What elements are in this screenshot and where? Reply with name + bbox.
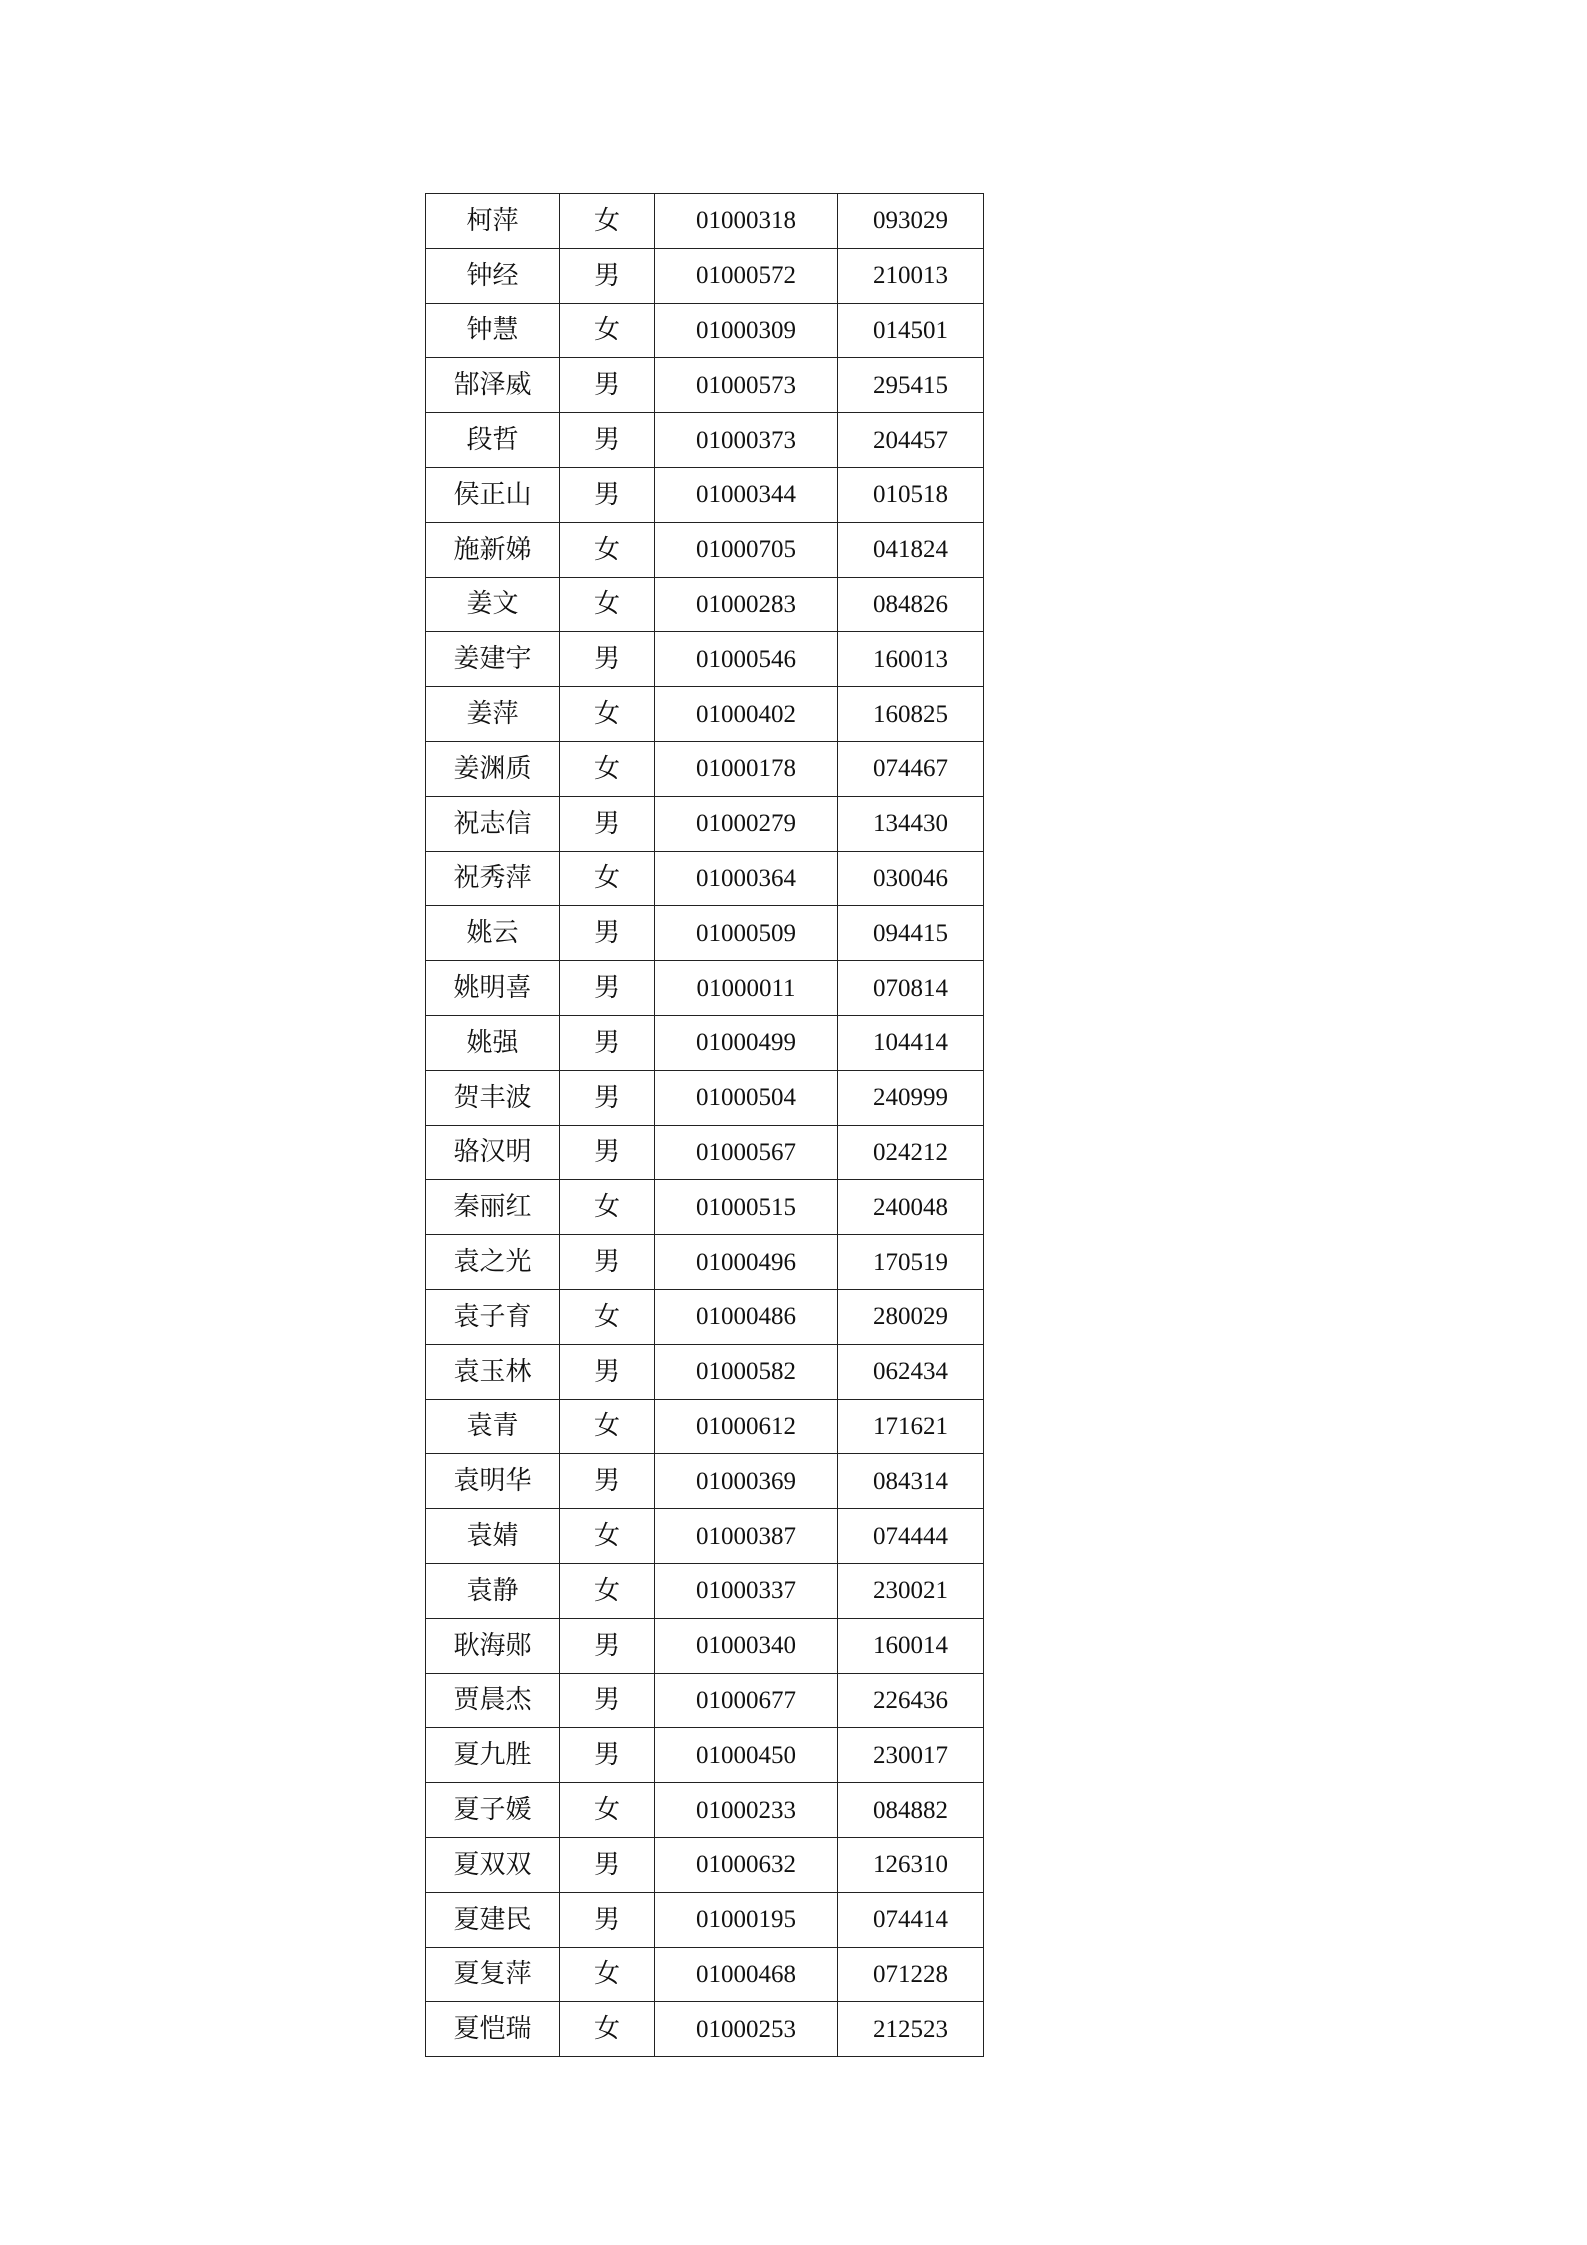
table-row (426, 1070, 984, 1125)
id-cell: 01000283 (655, 577, 838, 632)
code-cell: 230021 (838, 1563, 984, 1618)
name-cell: 姚明喜 (426, 961, 560, 1016)
gender-cell: 女 (560, 1509, 655, 1564)
table-row (426, 961, 984, 1016)
code-cell: 074444 (838, 1509, 984, 1564)
id-cell: 01000582 (655, 1344, 838, 1399)
gender-cell: 女 (560, 522, 655, 577)
code-cell: 014501 (838, 303, 984, 358)
code-cell: 084882 (838, 1783, 984, 1838)
id-cell: 01000705 (655, 522, 838, 577)
name-cell: 贾晨杰 (426, 1673, 560, 1728)
id-cell: 01000253 (655, 2002, 838, 2057)
code-cell: 093029 (838, 194, 984, 249)
gender-cell: 男 (560, 796, 655, 851)
name-cell: 段哲 (426, 413, 560, 468)
gender-cell: 女 (560, 1783, 655, 1838)
id-cell: 01000515 (655, 1180, 838, 1235)
gender-cell: 男 (560, 1454, 655, 1509)
code-cell: 170519 (838, 1235, 984, 1290)
table-row (426, 687, 984, 742)
table-row (426, 1454, 984, 1509)
gender-cell: 女 (560, 851, 655, 906)
table-row (426, 1289, 984, 1344)
code-cell: 160825 (838, 687, 984, 742)
id-cell: 01000373 (655, 413, 838, 468)
gender-cell: 男 (560, 1070, 655, 1125)
table-row (426, 906, 984, 961)
table-row (426, 413, 984, 468)
gender-cell: 男 (560, 1837, 655, 1892)
table-row (426, 522, 984, 577)
gender-cell: 女 (560, 2002, 655, 2057)
gender-cell: 女 (560, 1399, 655, 1454)
name-cell: 侯正山 (426, 467, 560, 522)
table-row (426, 632, 984, 687)
name-cell: 袁之光 (426, 1235, 560, 1290)
gender-cell: 男 (560, 1673, 655, 1728)
name-cell: 施新娣 (426, 522, 560, 577)
name-cell: 骆汉明 (426, 1125, 560, 1180)
gender-cell: 男 (560, 358, 655, 413)
table-row (426, 248, 984, 303)
code-cell: 240048 (838, 1180, 984, 1235)
name-cell: 夏九胜 (426, 1728, 560, 1783)
id-cell: 01000612 (655, 1399, 838, 1454)
gender-cell: 男 (560, 1728, 655, 1783)
gender-cell: 女 (560, 194, 655, 249)
name-cell: 姚强 (426, 1015, 560, 1070)
id-cell: 01000402 (655, 687, 838, 742)
gender-cell: 男 (560, 1125, 655, 1180)
code-cell: 041824 (838, 522, 984, 577)
table-row (426, 1399, 984, 1454)
gender-cell: 女 (560, 303, 655, 358)
code-cell: 295415 (838, 358, 984, 413)
name-cell: 姜萍 (426, 687, 560, 742)
id-cell: 01000450 (655, 1728, 838, 1783)
code-cell: 280029 (838, 1289, 984, 1344)
gender-cell: 女 (560, 577, 655, 632)
table-row (426, 1235, 984, 1290)
name-cell: 袁子育 (426, 1289, 560, 1344)
table-row (426, 1837, 984, 1892)
table-row (426, 1728, 984, 1783)
id-cell: 01000496 (655, 1235, 838, 1290)
name-cell: 袁青 (426, 1399, 560, 1454)
name-cell: 姜建宇 (426, 632, 560, 687)
name-cell: 祝志信 (426, 796, 560, 851)
gender-cell: 男 (560, 248, 655, 303)
table-row (426, 467, 984, 522)
table-row (426, 1180, 984, 1235)
gender-cell: 女 (560, 1180, 655, 1235)
table-row (426, 303, 984, 358)
id-cell: 01000195 (655, 1892, 838, 1947)
gender-cell: 男 (560, 906, 655, 961)
name-cell: 袁婧 (426, 1509, 560, 1564)
id-cell: 01000309 (655, 303, 838, 358)
table-row (426, 1892, 984, 1947)
table-row (426, 1509, 984, 1564)
id-cell: 01000178 (655, 741, 838, 796)
gender-cell: 女 (560, 687, 655, 742)
name-cell: 贺丰波 (426, 1070, 560, 1125)
id-cell: 01000344 (655, 467, 838, 522)
id-cell: 01000509 (655, 906, 838, 961)
gender-cell: 男 (560, 1618, 655, 1673)
code-cell: 024212 (838, 1125, 984, 1180)
id-cell: 01000567 (655, 1125, 838, 1180)
gender-cell: 男 (560, 1235, 655, 1290)
id-cell: 01000572 (655, 248, 838, 303)
id-cell: 01000340 (655, 1618, 838, 1673)
gender-cell: 女 (560, 1947, 655, 2002)
name-cell: 夏复萍 (426, 1947, 560, 2002)
gender-cell: 男 (560, 467, 655, 522)
name-cell: 姚云 (426, 906, 560, 961)
code-cell: 084826 (838, 577, 984, 632)
table-row (426, 1125, 984, 1180)
table-row (426, 1563, 984, 1618)
id-cell: 01000387 (655, 1509, 838, 1564)
table-row (426, 2002, 984, 2057)
gender-cell: 男 (560, 413, 655, 468)
table-row (426, 1015, 984, 1070)
code-cell: 084314 (838, 1454, 984, 1509)
table-row (426, 1344, 984, 1399)
code-cell: 160014 (838, 1618, 984, 1673)
id-cell: 01000486 (655, 1289, 838, 1344)
id-cell: 01000677 (655, 1673, 838, 1728)
name-cell: 秦丽红 (426, 1180, 560, 1235)
name-cell: 夏双双 (426, 1837, 560, 1892)
table-row (426, 194, 984, 249)
code-cell: 230017 (838, 1728, 984, 1783)
name-cell: 袁玉林 (426, 1344, 560, 1399)
name-cell: 夏恺瑞 (426, 2002, 560, 2057)
code-cell: 134430 (838, 796, 984, 851)
id-cell: 01000573 (655, 358, 838, 413)
gender-cell: 男 (560, 1015, 655, 1070)
id-cell: 01000369 (655, 1454, 838, 1509)
name-cell: 夏子媛 (426, 1783, 560, 1838)
id-cell: 01000364 (655, 851, 838, 906)
code-cell: 062434 (838, 1344, 984, 1399)
table-row (426, 1618, 984, 1673)
table-row (426, 851, 984, 906)
code-cell: 104414 (838, 1015, 984, 1070)
code-cell: 240999 (838, 1070, 984, 1125)
gender-cell: 男 (560, 1344, 655, 1399)
code-cell: 074414 (838, 1892, 984, 1947)
id-cell: 01000279 (655, 796, 838, 851)
code-cell: 071228 (838, 1947, 984, 2002)
id-cell: 01000318 (655, 194, 838, 249)
gender-cell: 女 (560, 741, 655, 796)
name-cell: 耿海郧 (426, 1618, 560, 1673)
code-cell: 094415 (838, 906, 984, 961)
gender-cell: 男 (560, 961, 655, 1016)
code-cell: 010518 (838, 467, 984, 522)
code-cell: 070814 (838, 961, 984, 1016)
table-row (426, 1783, 984, 1838)
name-cell: 夏建民 (426, 1892, 560, 1947)
code-cell: 074467 (838, 741, 984, 796)
id-cell: 01000504 (655, 1070, 838, 1125)
code-cell: 212523 (838, 2002, 984, 2057)
name-cell: 钟慧 (426, 303, 560, 358)
name-cell: 袁明华 (426, 1454, 560, 1509)
table-row (426, 796, 984, 851)
code-cell: 204457 (838, 413, 984, 468)
gender-cell: 男 (560, 1892, 655, 1947)
table-row (426, 741, 984, 796)
table-row (426, 1673, 984, 1728)
id-cell: 01000499 (655, 1015, 838, 1070)
id-cell: 01000233 (655, 1783, 838, 1838)
name-cell: 袁静 (426, 1563, 560, 1618)
name-cell: 姜文 (426, 577, 560, 632)
table-row (426, 358, 984, 413)
id-cell: 01000632 (655, 1837, 838, 1892)
code-cell: 226436 (838, 1673, 984, 1728)
id-cell: 01000337 (655, 1563, 838, 1618)
name-cell: 郜泽威 (426, 358, 560, 413)
table-row (426, 1947, 984, 2002)
code-cell: 160013 (838, 632, 984, 687)
gender-cell: 女 (560, 1563, 655, 1618)
roster-table (425, 193, 984, 2057)
code-cell: 210013 (838, 248, 984, 303)
name-cell: 祝秀萍 (426, 851, 560, 906)
gender-cell: 男 (560, 632, 655, 687)
name-cell: 钟经 (426, 248, 560, 303)
code-cell: 171621 (838, 1399, 984, 1454)
id-cell: 01000546 (655, 632, 838, 687)
name-cell: 柯萍 (426, 194, 560, 249)
roster-table-body (426, 194, 984, 2057)
code-cell: 126310 (838, 1837, 984, 1892)
id-cell: 01000468 (655, 1947, 838, 2002)
id-cell: 01000011 (655, 961, 838, 1016)
code-cell: 030046 (838, 851, 984, 906)
table-row (426, 577, 984, 632)
name-cell: 姜渊质 (426, 741, 560, 796)
gender-cell: 女 (560, 1289, 655, 1344)
